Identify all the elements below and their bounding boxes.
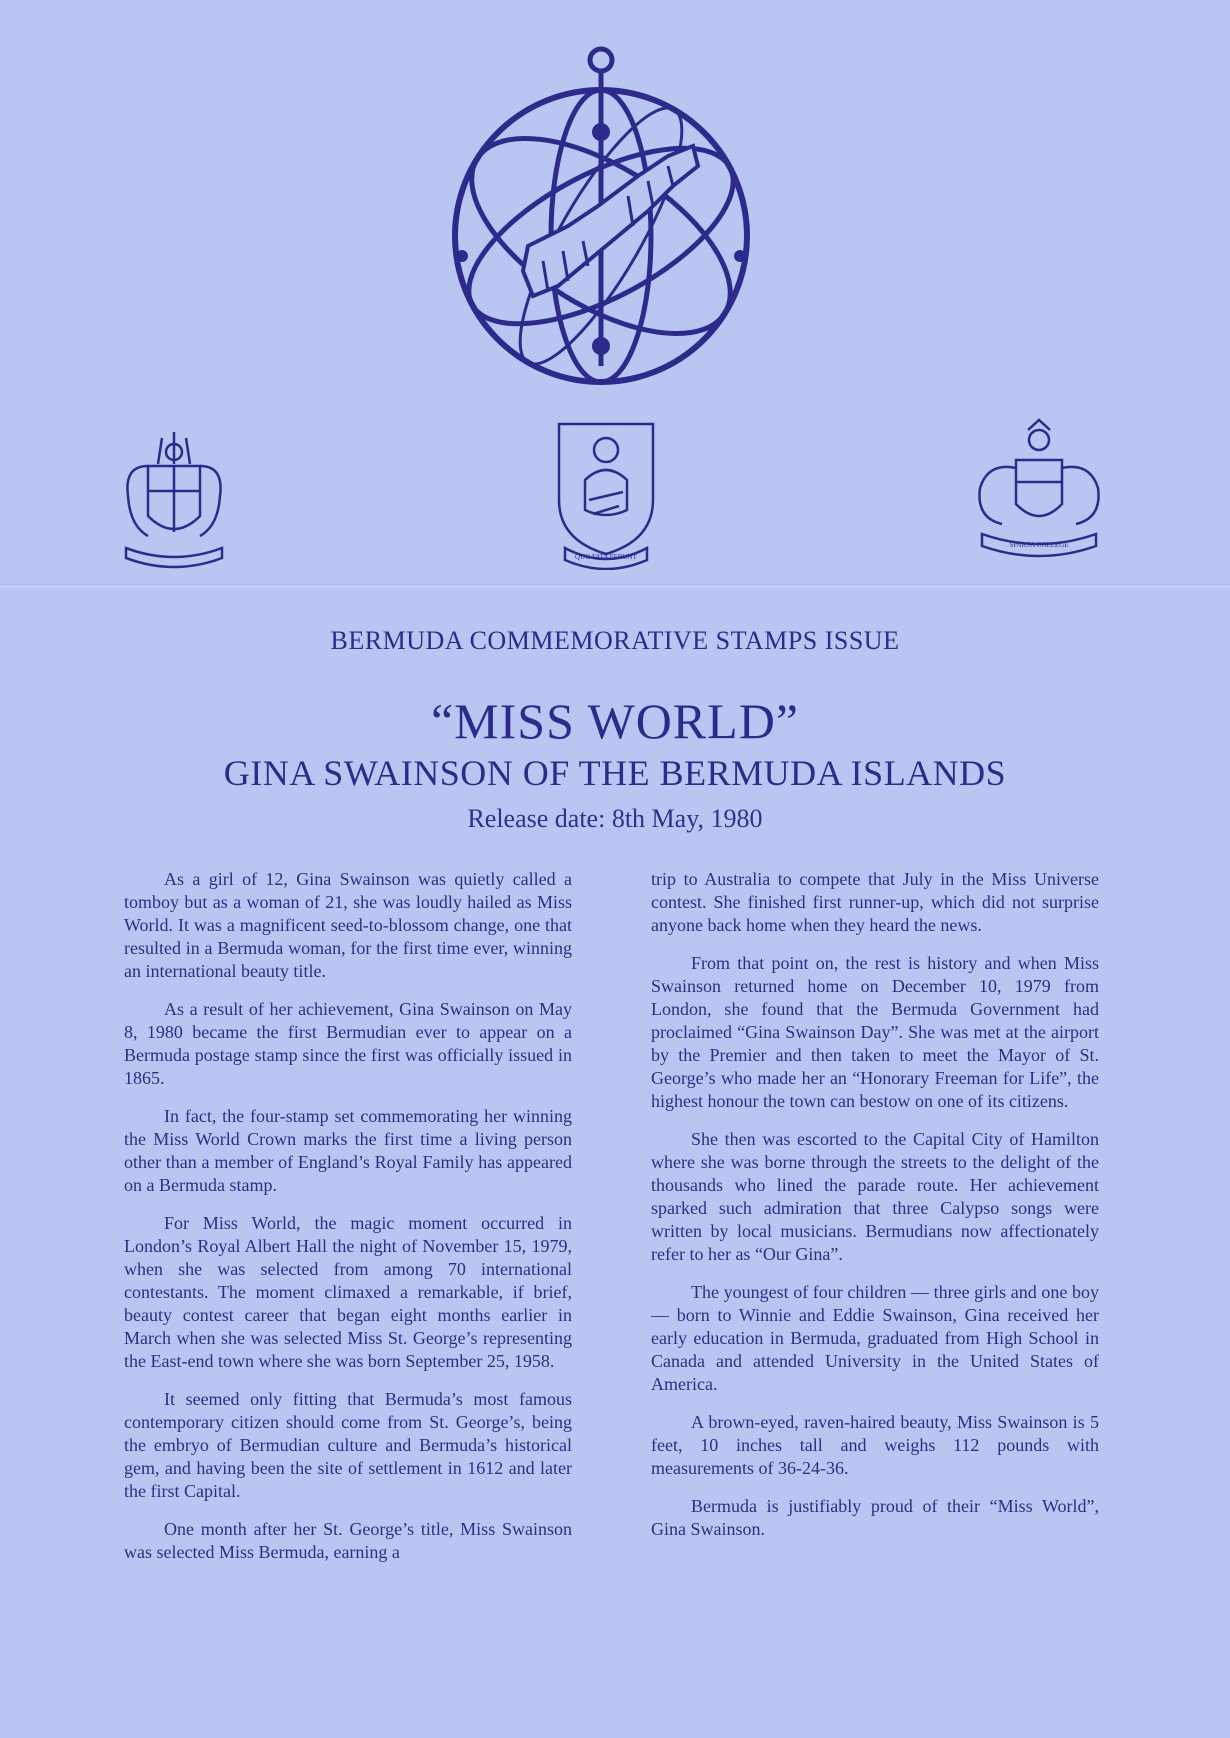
paragraph: For Miss World, the magic moment occurred in London’s Royal Albert Hall the night of November 15, 1979, when she was selected from among 70 international contestants. The moment climaxed a remarkable, if brief, beauty contest career that began eight months earlier in March when she was selected Miss St. George’s representing the East-end town where she was born September 25, 1958. [124, 1213, 572, 1371]
shield-motto: QUO FATA FERUNT [575, 553, 637, 561]
article-column-left [124, 868, 572, 1579]
issue-kicker: BERMUDA COMMEMORATIVE STAMPS ISSUE [330, 626, 900, 655]
paragraph: It seemed only fitting that Bermuda’s most famous contemporary citizen should come from St. George’s, being the embryo of Bermudian culture and Bermuda’s historical gem, and having been the site of settlement in 1612 and later the first Capital. [124, 1389, 572, 1501]
paragraph: From that point on, the rest is history and when Miss Swainson returned home on December 10, 1979 from London, she found that the Bermuda Government had proclaimed “Gina Swainson Day”. She was met at the airport by the Premier and then taken to meet the Mayor of St. George’s who made her an “Honorary Freeman for Life”, the highest honour the town can bestow on one of its citizens. [651, 953, 1099, 1111]
paragraph: The youngest of four children — three girls and one boy — born to Winnie and Eddie Swainson, Gina received her early education in Bermuda, graduated from High School in Canada and attended University in the United States of America. [651, 1282, 1099, 1394]
crest-motto: SPARSA COLLEGE [1009, 541, 1069, 549]
paragraph: As a result of her achievement, Gina Swainson on May 8, 1980 became the first Bermudian ever to appear on a Bermuda postage stamp since the first was officially issued in 1865. [124, 999, 572, 1088]
paper-fold [0, 584, 1230, 587]
paragraph: One month after her St. George’s title, Miss Swainson was selected Miss Bermuda, earning a [124, 1519, 572, 1562]
article-column-right [651, 868, 1099, 1556]
college-crest-icon [968, 418, 1110, 566]
release-date: Release date: 8th May, 1980 [467, 804, 763, 833]
coat-of-arms-left-icon [118, 426, 230, 572]
paragraph: A brown-eyed, raven-haired beauty, Miss Swainson is 5 feet, 10 inches tall and weighs 112 pounds with measurements of 36-24-36. [651, 1412, 1099, 1478]
page-title: “MISS WORLD” [430, 693, 799, 749]
paragraph: trip to Australia to compete that July in the Miss Universe contest. She finished first runner-up, which did not surprise anyone back home when they heard the news. [651, 869, 1099, 935]
bermuda-shield-icon [555, 420, 657, 570]
paragraph: Bermuda is justifiably proud of their “Miss World”, Gina Swainson. [651, 1496, 1099, 1539]
page-subtitle: GINA SWAINSON OF THE BERMUDA ISLANDS [223, 753, 1007, 793]
paragraph: As a girl of 12, Gina Swainson was quietly called a tomboy but as a woman of 21, she was loudly hailed as Miss World. It was a magnificent seed-to-blossom change, one that resulted in a Bermuda woman, for the first time ever, winning an international beauty title. [124, 869, 572, 981]
armillary-sphere-icon [448, 46, 754, 388]
paragraph: In fact, the four-stamp set commemorating her winning the Miss World Crown marks the first time a living person other than a member of England’s Royal Family has appeared on a Bermuda stamp. [124, 1106, 572, 1195]
paragraph: She then was escorted to the Capital City of Hamilton where she was borne through the streets to the delight of the thousands who lined the parade route. Her achievement sparked such admiration that three Calypso songs were written by local musicians. Bermudians now affectionately refer to her as “Our Gina”. [651, 1129, 1099, 1264]
